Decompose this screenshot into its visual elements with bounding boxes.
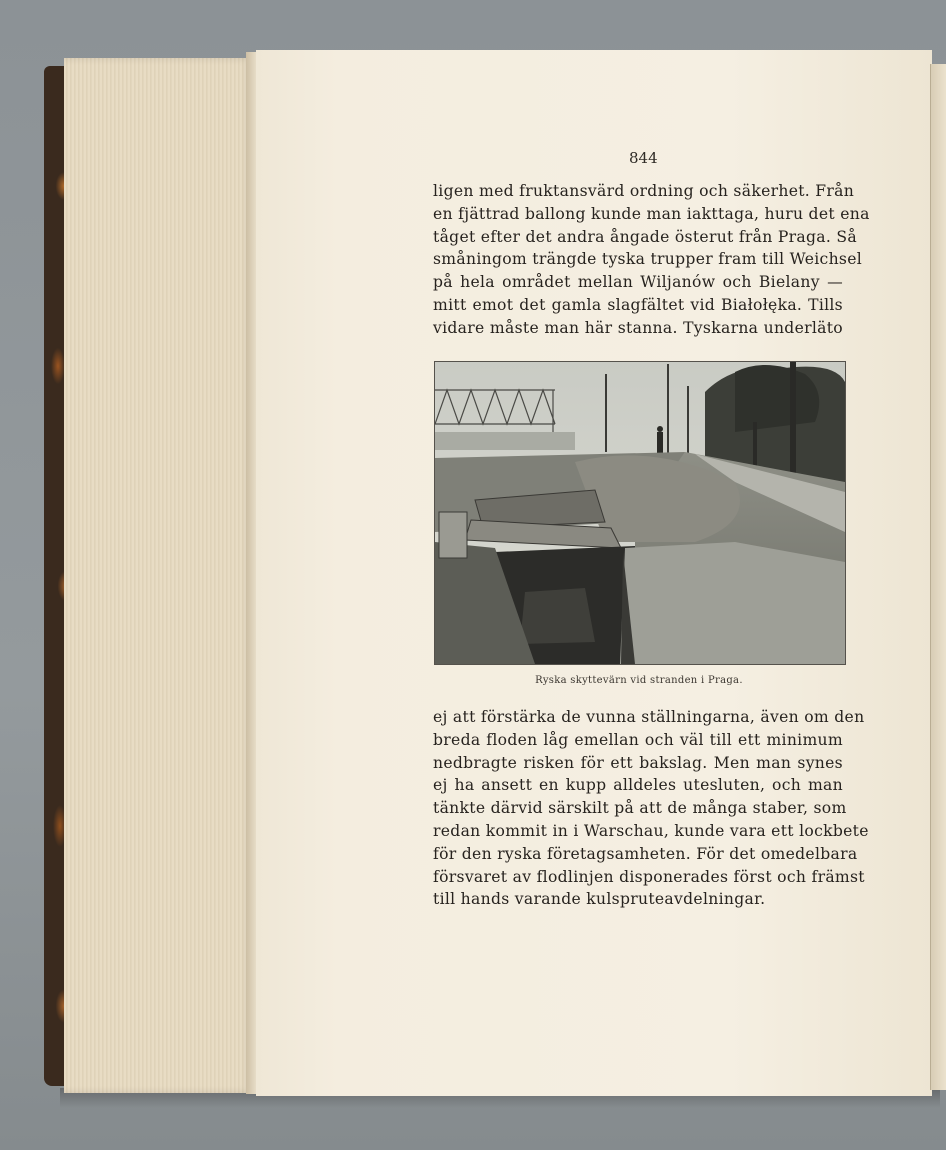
paragraph-top [433, 180, 870, 340]
text-line: en fjättrad ballong kunde man iakttaga, huru det ena [433, 204, 870, 223]
text-line: småningom trängde tyska trupper fram till Weichsel [433, 250, 863, 269]
photo-caption: Ryska skyttevärn vid stranden i Praga. [535, 675, 743, 686]
text-line: försvaret av flodlinjen disponerades först och främst [433, 867, 865, 886]
trench-photo-illustration [435, 362, 845, 664]
text-line: ej att förstärka de vunna ställningarna, även om den [433, 708, 865, 726]
text-line: redan kommit in i Warschau, kunde vara ett lockbete [433, 821, 869, 840]
text-line: ligen med fruktansvärd ordning och säkerhet. Från [433, 182, 855, 200]
page-number: 844 [629, 149, 658, 167]
text-line: breda floden låg emellan och väl till ett minimum [433, 730, 843, 749]
page-stack-edge [64, 58, 254, 1093]
text-line: ej ha ansett en kupp alldeles utesluten, och man [433, 776, 843, 795]
text-line: vidare måste man här stanna. Tyskarna underläto [433, 318, 843, 337]
text-line: nedbragte risken för ett bakslag. Men man synes [433, 753, 843, 772]
facing-page-edge [930, 64, 946, 1090]
text-line: till hands varande kulspruteavdelningar. [433, 890, 766, 909]
trench-photograph [434, 361, 846, 665]
text-line: tåget efter det andra ångade österut från Praga. Så [433, 227, 857, 246]
paragraph-bottom [433, 706, 869, 911]
text-line: tänkte därvid särskilt på att de många staber, som [433, 799, 847, 818]
text-line: för den ryska företagsamheten. För det omedelbara [433, 844, 858, 863]
text-line: på hela området mellan Wiljanów och Bielany — [433, 273, 843, 292]
text-line: mitt emot det gamla slagfältet vid Białołęka. Tills [433, 295, 843, 314]
